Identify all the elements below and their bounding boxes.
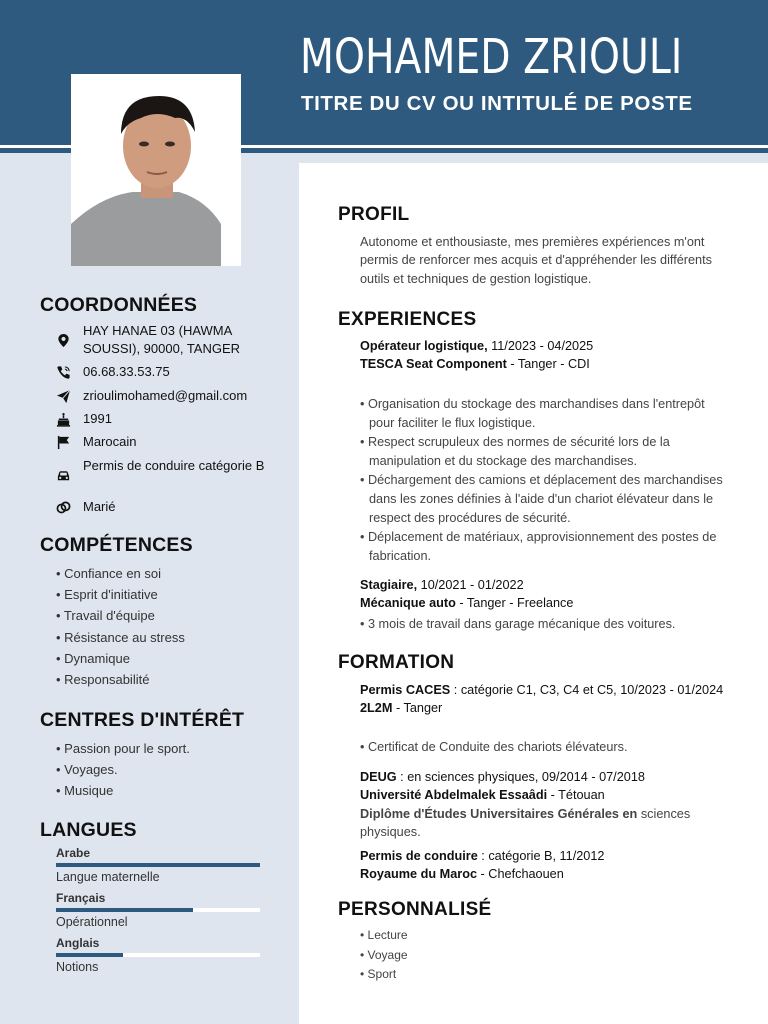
contact-heading: COORDONNÉES [40,294,198,316]
experience-role: Stagiaire, [360,578,418,592]
language-level-fill [56,863,260,867]
language-item [56,891,260,930]
license-text: Permis de conduire catégorie B [83,458,265,473]
education-details: : catégorie B, 11/2012 [477,849,605,863]
education-diploma: Diplôme d'Études Universitaires Générales en [360,806,638,821]
language-item [56,846,260,885]
job-title: TITRE DU CV OU INTITULÉ DE POSTE [301,92,693,115]
interests-list [56,738,190,802]
language-level-bar [56,953,260,957]
skills-list [56,563,185,690]
languages-heading: LANGUES [40,819,137,841]
profile-photo [71,74,241,266]
education-school: Université Abdelmalek Essaâdi [360,788,548,803]
main-top-band [299,153,768,163]
address-text: HAY HANAE 03 (HAWMA SOUSSI), 90000, TANGER [83,323,241,356]
list-item: • Respect scrupuleux des normes de sécurité lors de la manipulation et du stockage des marchandises. [360,435,670,468]
phone-text: 06.68.33.53.75 [83,364,170,379]
custom-list [360,926,408,985]
experience-details: - Tanger - CDI [506,357,590,372]
list-item: • Dynamique [56,650,130,666]
list-item: • Voyages. [56,762,118,778]
list-item: • Esprit d'initiative [56,587,158,603]
nationality-text: Marocain [83,434,137,449]
experience-dates: 11/2023 - 04/2025 [487,339,594,353]
education-school: 2L2M [360,701,393,716]
language-level-bar [56,908,260,912]
education-bullets [360,738,732,758]
custom-heading: PERSONNALISÉ [338,899,492,920]
list-item: • Déplacement de matériaux, approvisionnement des postes de fabrication. [360,530,717,563]
language-level-bar [56,863,260,867]
education-details: : catégorie C1, C3, C4 et C5, 10/2023 - 01/2024 [450,683,724,697]
list-item: • Responsabilité [56,671,150,687]
education-school: Royaume du Maroc [360,867,478,882]
send-icon [55,388,71,404]
list-item: • Lecture [360,928,408,942]
education-item [360,768,732,842]
candidate-name: MOHAMED ZRIOULI [300,29,683,85]
experiences-heading: EXPERIENCES [338,309,477,330]
education-details: : en sciences physiques, 09/2014 - 07/2018 [396,770,645,784]
birth-year-text: 1991 [83,411,112,426]
experience-dates: 10/2021 - 01/2022 [417,578,524,592]
language-name: Français [56,891,106,905]
experience-company: TESCA Seat Component [360,357,507,372]
rings-icon [55,499,71,515]
experience-role: Opérateur logistique, [360,339,488,353]
interests-heading: CENTRES D'INTÉRÊT [40,709,245,731]
list-item: • Travail d'équipe [56,608,155,624]
education-title: Permis de conduire [360,849,478,863]
language-item [56,936,260,975]
language-level: Langue maternelle [56,870,160,884]
experience-company: Mécanique auto [360,596,456,611]
phone-icon [55,364,71,380]
birthday-cake-icon [55,411,71,427]
language-level-fill [56,953,123,957]
car-icon [55,467,71,483]
language-name: Anglais [56,936,100,950]
experience-bullets [360,395,732,566]
language-level: Opérationnel [56,915,128,929]
education-heading: FORMATION [338,652,455,673]
profile-heading: PROFIL [338,204,410,225]
list-item: • Certificat de Conduite des chariots élévateurs. [360,740,628,754]
location-pin-icon [55,332,71,348]
experience-header [360,337,732,374]
education-place: - Tanger [392,701,443,716]
language-level-fill [56,908,193,912]
language-name: Arabe [56,846,91,860]
education-item [360,681,732,718]
list-item: • Déchargement des camions et déplacement des marchandises dans les zones définies à l'aide d'un chariot élévateur dans le respect des procédures de sécurité. [360,473,723,525]
language-level: Notions [56,960,99,974]
list-item: • 3 mois de travail dans garage mécanique des voitures. [360,617,676,631]
education-place: - Chefchaouen [477,867,564,882]
list-item: • Musique [56,783,114,799]
list-item: • Sport [360,967,397,982]
list-item: • Confiance en soi [56,566,162,581]
experience-header [360,576,732,613]
education-title: DEUG [360,770,397,784]
list-item: • Organisation du stockage des marchandises dans l'entrepôt pour faciliter le flux logistique. [360,397,705,430]
skills-heading: COMPÉTENCES [40,534,193,556]
profile-text: Autonome et enthousiaste, mes premières expériences m'ont permis de renforcer mes acquis et d'appréhender les différents outils et techniques de gestion logistique. [360,235,712,286]
experience-details: - Tanger - Freelance [455,596,574,611]
list-item: • Résistance au stress [56,629,185,645]
marital-status-text: Marié [83,499,116,514]
experience-bullets [360,615,732,635]
education-item [360,847,732,884]
list-item: • Voyage [360,947,408,962]
education-diploma-field: sciences physiques. [360,806,691,840]
education-place: - Tétouan [547,788,605,803]
list-item: • Passion pour le sport. [56,741,190,756]
email-text: zrioulimohamed@gmail.com [83,388,248,403]
flag-icon [55,434,71,450]
education-title: Permis CACES [360,683,451,697]
